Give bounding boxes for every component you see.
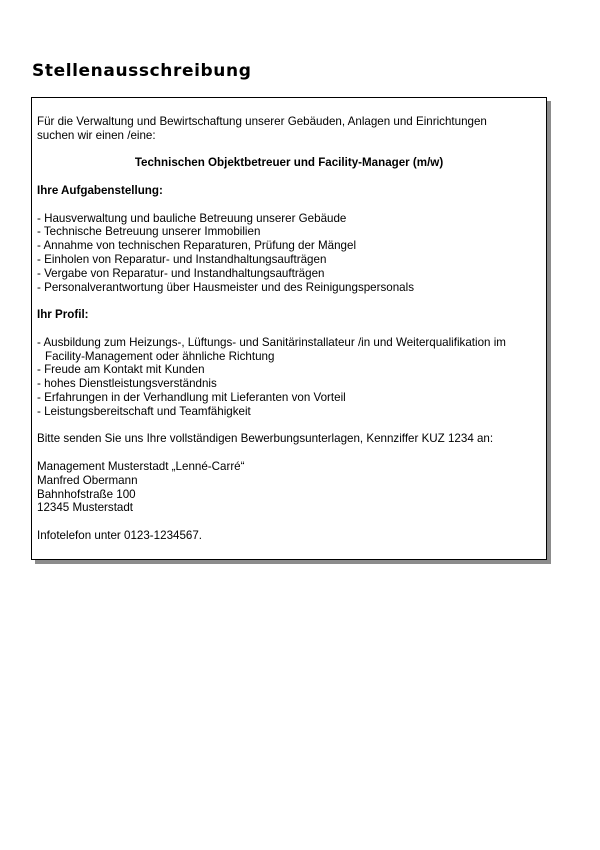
address-line: Manfred Obermann	[37, 473, 138, 487]
tasks-heading: Ihre Aufgabenstellung:	[37, 183, 163, 197]
task-item: - Personalverantwortung über Hausmeister und des Reinigungspersonals	[37, 280, 415, 294]
intro-line: Für die Verwaltung und Bewirtschaftung unserer Gebäuden, Anlagen und Einrichtungen	[37, 115, 487, 128]
task-item: - Hausverwaltung und bauliche Betreuung unserer Gebäude	[37, 211, 347, 225]
profile-item-continuation: Facility-Management oder ähnliche Richtung	[45, 349, 275, 363]
profile-item: - Ausbildung zum Heizungs-, Lüftungs- und Sanitärinstallateur /in und Weiterqualifikation im	[37, 335, 506, 349]
task-item: - Annahme von technischen Reparaturen, Prüfung der Mängel	[37, 239, 357, 253]
profile-item: - Leistungsbereitschaft und Teamfähigkeit	[37, 404, 251, 418]
address-line: Bahnhofstraße 100	[37, 487, 136, 501]
task-item: - Einholen von Reparatur- und Instandhaltungsaufträgen	[37, 252, 327, 266]
profile-item: - Freude am Kontakt mit Kunden	[37, 363, 205, 377]
intro-line: suchen wir einen /eine:	[37, 128, 156, 142]
address-line: Management Musterstadt „Lenné-Carré“	[37, 459, 245, 473]
task-item: - Vergabe von Reparatur- und Instandhaltungsaufträgen	[37, 266, 325, 280]
application-text: Bitte senden Sie uns Ihre vollständigen Bewerbungsunterlagen, Kennziffer KUZ 1234 an:	[37, 432, 494, 446]
position-title: Technischen Objektbetreuer und Facility-Manager (m/w)	[134, 156, 444, 170]
page-title: Stellenausschreibung	[32, 61, 252, 81]
profile-item: - Erfahrungen in der Verhandlung mit Lieferanten von Vorteil	[37, 390, 346, 404]
job-posting-box	[31, 97, 547, 560]
profile-item: - hohes Dienstleistungsverständnis	[37, 377, 217, 391]
profile-heading: Ihr Profil:	[37, 308, 89, 322]
address-line: 12345 Musterstadt	[37, 501, 134, 515]
job-posting-content	[37, 115, 541, 543]
task-item: - Technische Betreuung unserer Immobilien	[37, 225, 261, 239]
phone-text: Infotelefon unter 0123-1234567.	[37, 528, 203, 542]
